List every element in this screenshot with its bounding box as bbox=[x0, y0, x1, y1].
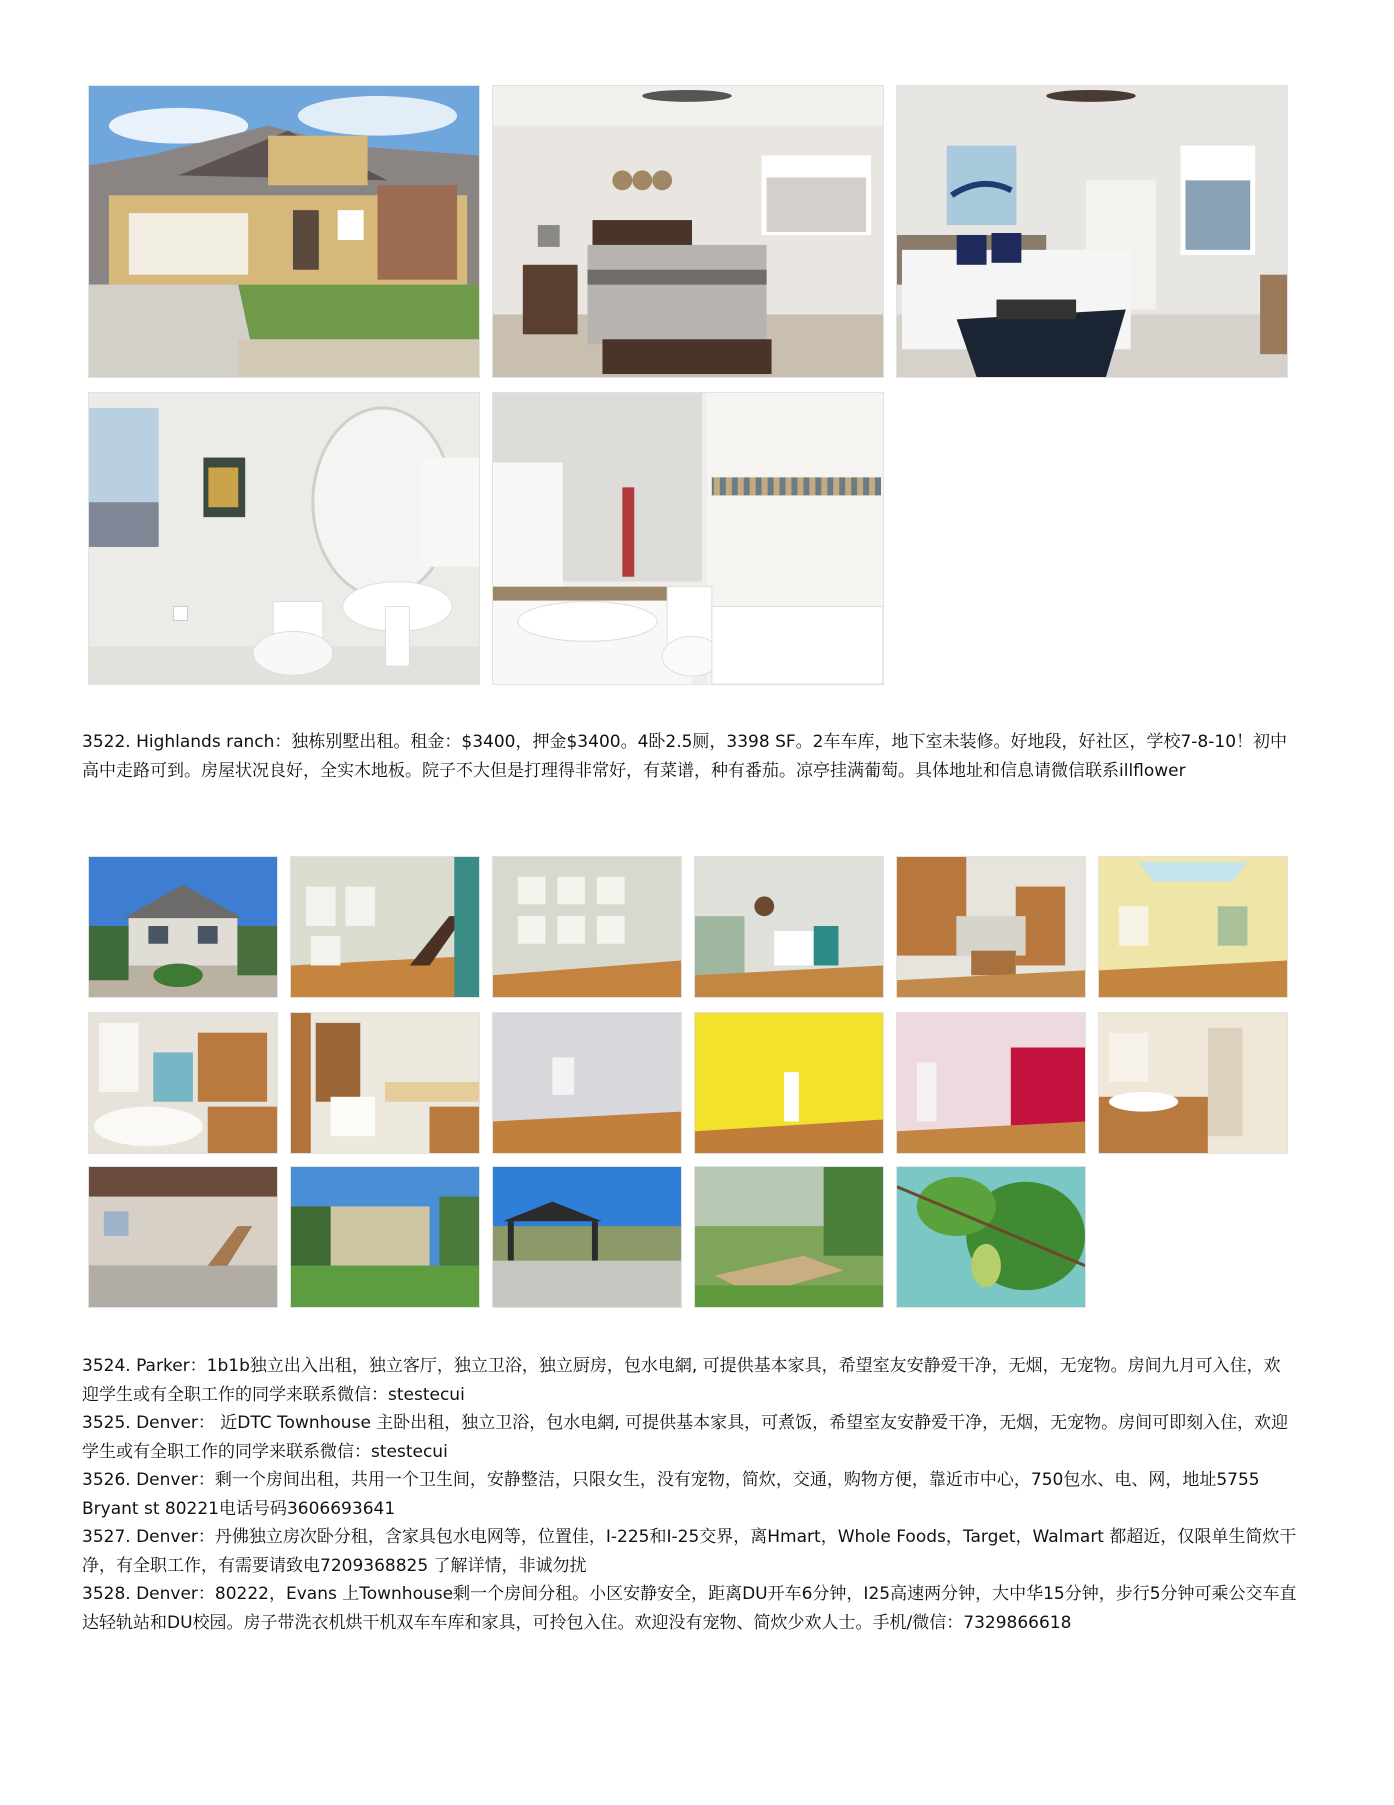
listing-3525-paragraph: 3525. Denver： 近DTC Townhouse 主卧出租，独立卫浴，包水电網, 可提供基本家具，可煮饭，希望室友安静爱干净，无烟，无宠物。房间可即刻入住，欢迎学生或有全职工作的同学来联系微信：stestecui bbox=[82, 1413, 1289, 1462]
photo-grid-gazebo[interactable] bbox=[492, 1166, 682, 1308]
photo-grid-master-bath[interactable] bbox=[88, 1012, 278, 1154]
photo-grid-bedroom-red[interactable] bbox=[896, 1012, 1086, 1154]
photo-grid-basement[interactable] bbox=[88, 1166, 278, 1308]
photo-grid-exterior[interactable] bbox=[88, 856, 278, 998]
photo-grid-kitchen[interactable] bbox=[896, 856, 1086, 998]
photo-half-bath[interactable] bbox=[88, 392, 480, 685]
photo-grid-living-stairs[interactable] bbox=[290, 856, 480, 998]
photo-full-bath[interactable] bbox=[492, 392, 884, 685]
photo-grid-dining[interactable] bbox=[694, 856, 884, 998]
listing-3527-paragraph: 3527. Denver：丹佛独立房次卧分租，含家具包水电网等，位置佳，I-225和I-25交界，离Hmart，Whole Foods，Target，Walmart 都超近，仅限单生简炊干净，有全职工作，有需要请致电7209368825 了解详情，非诚勿扰 bbox=[82, 1527, 1297, 1576]
listing-3526-paragraph: 3526. Denver：剩一个房间出租，共用一个卫生间，安静整洁，只限女生，没有宠物，简炊，交通，购物方便，靠近市中心，750包水、电、网，地址5755 Bryant st 80221电话号码3606693641 bbox=[82, 1470, 1260, 1519]
listing-3522-text bbox=[82, 728, 1297, 785]
photo-grid-garden[interactable] bbox=[694, 1166, 884, 1308]
listing-3524-paragraph: 3524. Parker：1b1b独立出入出租，独立客厅，独立卫浴，独立厨房，包水电網, 可提供基本家具，希望室友安静爱干净，无烟，无宠物。房间九月可入住，欢迎学生或有全职工作的同学来联系微信：stestecui bbox=[82, 1356, 1281, 1405]
photo-bedroom-1[interactable] bbox=[492, 85, 884, 378]
photo-grid-bedroom-yellow[interactable] bbox=[694, 1012, 884, 1154]
listings-group-text bbox=[82, 1352, 1297, 1637]
photo-grid-windows[interactable] bbox=[492, 856, 682, 998]
photo-grid-backyard-1[interactable] bbox=[290, 1166, 480, 1308]
photo-grid-bedroom-grey[interactable] bbox=[492, 1012, 682, 1154]
listing-3528-paragraph: 3528. Denver：80222，Evans 上Townhouse剩一个房间分租。小区安静安全，距离DU开车6分钟，I25高速两分钟，大中华15分钟，步行5分钟可乘公交车直达轻轨站和DU校园。房子带洗衣机烘干机双车车库和家具，可拎包入住。欢迎没有宠物、简炊少欢人士。手机/微信：7329866618 bbox=[82, 1584, 1297, 1633]
photo-grid-laundry[interactable] bbox=[290, 1012, 480, 1154]
photo-grid-grapes[interactable] bbox=[896, 1166, 1086, 1308]
photo-grid-bath-vanity[interactable] bbox=[1098, 1012, 1288, 1154]
photo-bedroom-2[interactable] bbox=[896, 85, 1288, 378]
photo-house-exterior[interactable] bbox=[88, 85, 480, 378]
photo-grid-bedroom-tray[interactable] bbox=[1098, 856, 1288, 998]
listing-3522-paragraph: 3522. Highlands ranch：独栋别墅出租。租金：$3400，押金$3400。4卧2.5厕，3398 SF。2车车库，地下室未装修。好地段，好社区，学校7-8-10！初中高中走路可到。房屋状况良好，全实木地板。院子不大但是打理得非常好，有菜谱，种有番茄。凉亭挂满葡萄。具体地址和信息请微信联系illflower bbox=[82, 732, 1288, 781]
